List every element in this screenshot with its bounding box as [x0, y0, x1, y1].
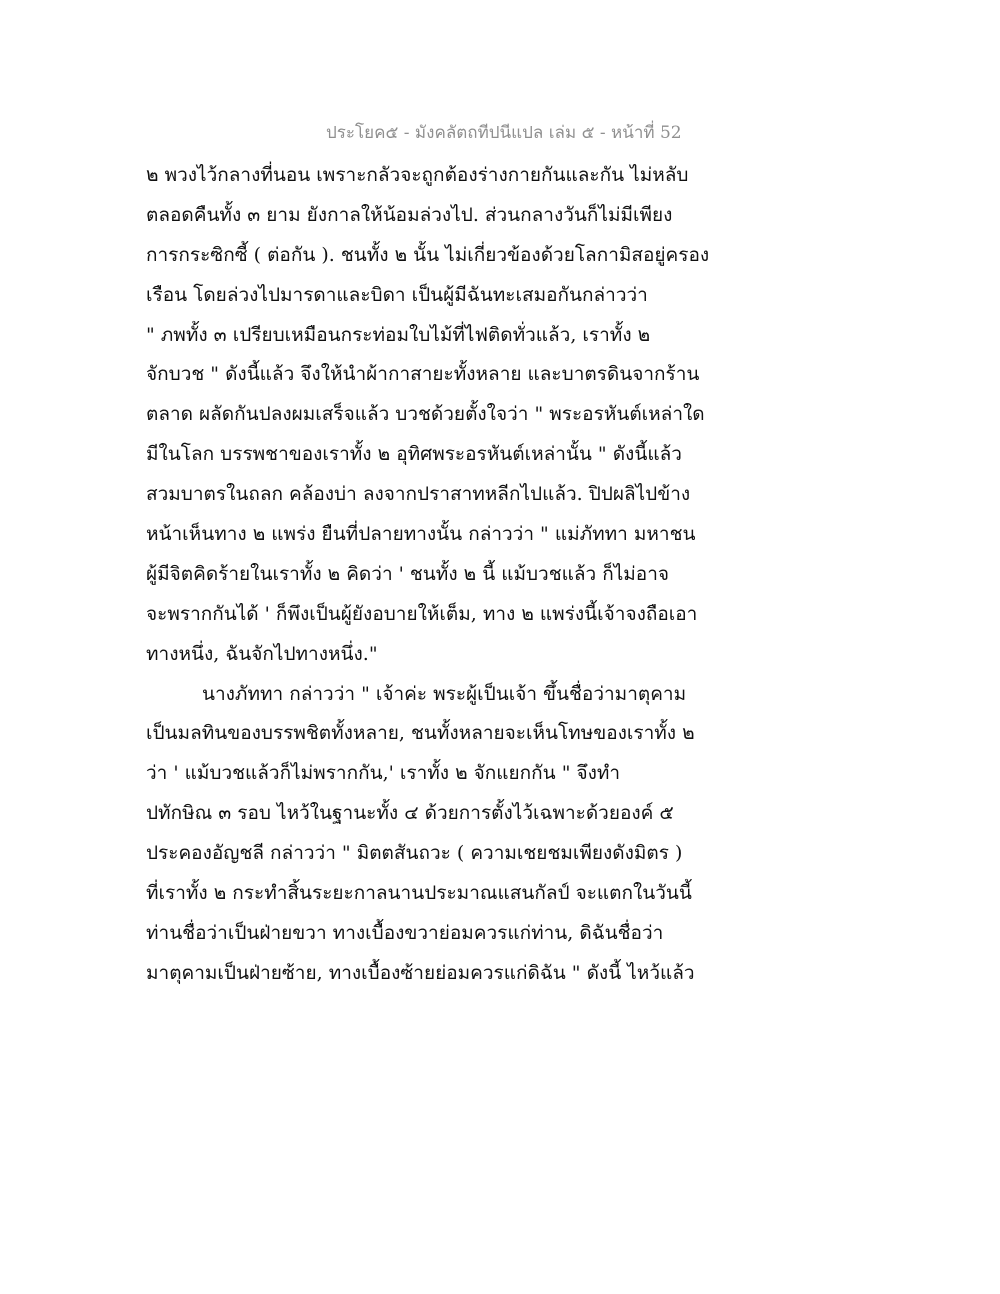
body-text: [146, 156, 746, 994]
text-line: ผู้มีจิตคิดร้ายในเราทั้ง ๒ คิดว่า ' ชนทั้ง ๒ นี้ แม้บวชแล้ว ก็ไม่อาจ: [146, 562, 670, 585]
text-line: ที่เราทั้ง ๒ กระทำสิ้นระยะกาลนานประมาณแสนกัลป์ จะแตกในวันนี้: [146, 882, 692, 905]
text-line: หน้าเห็นทาง ๒ แพร่ง ยืนที่ปลายทางนั้น กล่าวว่า " แม่ภัททา มหาชน: [146, 523, 696, 546]
text-line: จักบวช " ดังนี้แล้ว จึงให้นำผ้ากาสายะทั้งหลาย และบาตรดินจากร้าน: [146, 363, 700, 386]
text-line: จะพรากกันได้ ' ก็พึงเป็นผู้ยังอบายให้เต็ม, ทาง ๒ แพร่งนี้เจ้าจงถือเอา: [146, 602, 698, 625]
running-header: ประโยค๕ - มังคลัตถทีปนีแปล เล่ม ๕ - หน้าที่ 52: [326, 123, 682, 143]
text-line: สวมบาตรในถลก คล้องบ่า ลงจากปราสาทหลีกไปแล้ว. ปิปผลิไปข้าง: [146, 483, 691, 506]
text-line: เรือน โดยล่วงไปมารดาและบิดา เป็นผู้มีฉันทะเสมอกันกล่าวว่า: [146, 283, 648, 306]
text-line: ประคองอัญชลี กล่าวว่า " มิตตสันถวะ ( ความเชยชมเพียงดังมิตร ): [146, 842, 683, 865]
text-line: มาตุคามเป็นฝ่ายซ้าย, ทางเบื้องซ้ายย่อมควรแก่ดิฉัน " ดังนี้ ไหว้แล้ว: [146, 961, 695, 984]
text-line: ๒ พวงไว้กลางที่นอน เพราะกลัวจะถูกต้องร่างกายกันและกัน ไม่หลับ: [146, 164, 689, 186]
text-line: มีในโลก บรรพชาของเราทั้ง ๒ อุทิศพระอรหันต์เหล่านั้น " ดังนี้แล้ว: [146, 443, 682, 466]
text-line: ว่า ' แม้บวชแล้วก็ไม่พรากกัน,' เราทั้ง ๒ จักแยกกัน " จึงทำ: [146, 762, 621, 785]
text-line: การกระซิกซี้ ( ต่อกัน ). ชนทั้ง ๒ นั้น ไม่เกี่ยวข้องด้วยโลกามิสอยู่ครอง: [146, 243, 710, 266]
text-line: ปทักษิณ ๓ รอบ ไหว้ในฐานะทั้ง ๔ ด้วยการตั้งไว้เฉพาะด้วยองค์ ๕: [146, 802, 674, 825]
text-line: ทางหนึ่ง, ฉันจักไปทางหนึ่ง.": [146, 642, 378, 665]
text-line: เป็นมลทินของบรรพชิตทั้งหลาย, ชนทั้งหลายจะเห็นโทษของเราทั้ง ๒: [146, 722, 695, 745]
text-line: " ภพทั้ง ๓ เปรียบเหมือนกระท่อมใบไม้ที่ไฟติดทั่วแล้ว, เราทั้ง ๒: [146, 323, 651, 346]
paragraph-start-line: นางภัททา กล่าวว่า " เจ้าค่ะ พระผู้เป็นเจ้า ขึ้นชื่อว่ามาตุคาม: [202, 682, 687, 705]
text-line: ท่านชื่อว่าเป็นฝ่ายขวา ทางเบื้องขวาย่อมควรแก่ท่าน, ดิฉันชื่อว่า: [146, 921, 664, 944]
text-line: ตลาด ผลัดกันปลงผมเสร็จแล้ว บวชด้วยตั้งใจว่า " พระอรหันต์เหล่าใด: [146, 403, 705, 426]
text-line: ตลอดคืนทั้ง ๓ ยาม ยังกาลให้น้อมล่วงไป. ส่วนกลางวันก็ไม่มีเพียง: [146, 203, 673, 226]
